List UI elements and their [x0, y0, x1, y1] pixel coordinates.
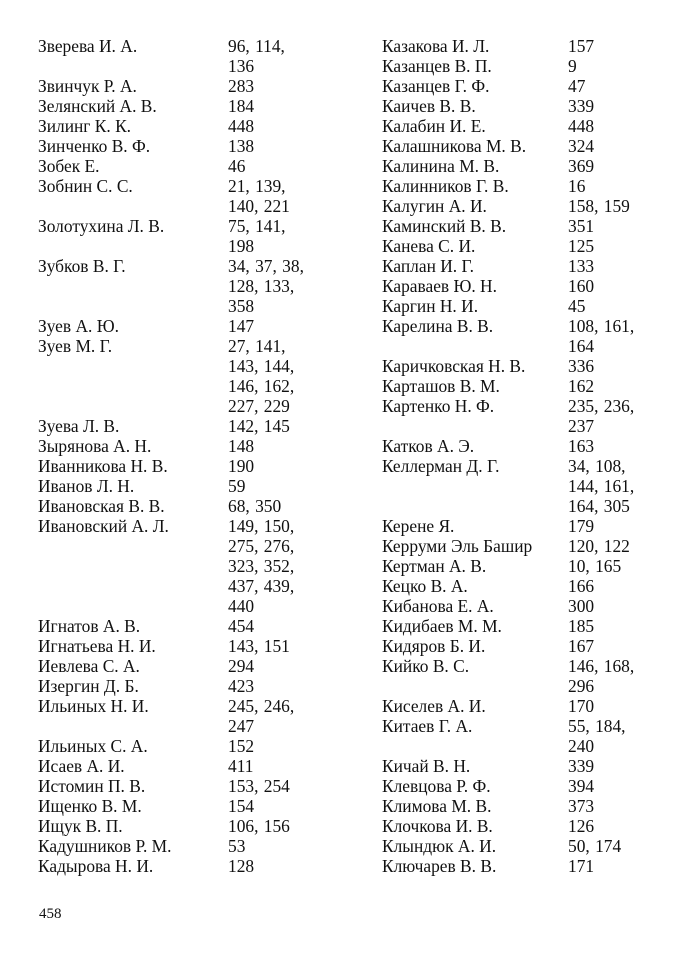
entry-pages: 148 — [228, 436, 255, 456]
entry-pages: 106, 156 — [228, 816, 290, 836]
index-entry — [38, 776, 310, 796]
index-entry — [382, 836, 650, 856]
entry-name: Караваев Ю. Н. — [382, 276, 497, 296]
entry-name: Кертман А. В. — [382, 556, 487, 576]
entry-pages: 166 — [568, 576, 595, 596]
index-entry — [382, 196, 650, 216]
entry-name: Золотухина Л. В. — [38, 216, 165, 236]
index-entry — [382, 716, 650, 756]
entry-name: Иевлева С. А. — [38, 656, 140, 676]
index-entry — [382, 696, 650, 716]
entry-name: Ключарев В. В. — [382, 856, 497, 876]
entry-pages: 294 — [228, 656, 255, 676]
index-entry — [38, 636, 310, 656]
entry-pages: 154 — [228, 796, 255, 816]
entry-pages: 146, 168, 296 — [568, 656, 635, 696]
index-entry — [38, 476, 310, 496]
index-entry — [382, 616, 650, 636]
entry-pages: 34, 108, 144, 161, 164, 305 — [568, 456, 635, 516]
index-entry — [38, 496, 310, 516]
entry-name: Калинников Г. В. — [382, 176, 509, 196]
index-entry — [382, 396, 650, 436]
entry-name: Зуев А. Ю. — [38, 316, 119, 336]
index-entry — [38, 316, 310, 336]
entry-pages: 162 — [568, 376, 595, 396]
entry-name: Зобнин С. С. — [38, 176, 133, 196]
entry-name: Калашникова М. В. — [382, 136, 527, 156]
entry-pages: 143, 151 — [228, 636, 290, 656]
entry-name: Каичев В. В. — [382, 96, 476, 116]
entry-name: Исаев А. И. — [38, 756, 125, 776]
entry-name: Зверева И. А. — [38, 36, 138, 56]
entry-pages: 163 — [568, 436, 595, 456]
index-entry — [38, 696, 310, 736]
index-entry — [38, 116, 310, 136]
index-entry — [382, 796, 650, 816]
entry-pages: 128 — [228, 856, 255, 876]
entry-name: Казанцев Г. Ф. — [382, 76, 490, 96]
entry-name: Клындюк А. И. — [382, 836, 497, 856]
entry-name: Калинина М. В. — [382, 156, 500, 176]
entry-name: Кийко В. С. — [382, 656, 470, 676]
entry-pages: 160 — [568, 276, 595, 296]
index-entry — [38, 36, 310, 76]
entry-name: Карташов В. М. — [382, 376, 500, 396]
index-entry — [382, 816, 650, 836]
entry-name: Ищенко В. М. — [38, 796, 142, 816]
entry-name: Казанцев В. П. — [382, 56, 492, 76]
entry-pages: 45 — [568, 296, 586, 316]
entry-name: Зубков В. Г. — [38, 256, 126, 276]
entry-pages: 9 — [568, 56, 577, 76]
index-entry — [38, 816, 310, 836]
index-entry — [382, 236, 650, 256]
entry-pages: 16 — [568, 176, 586, 196]
entry-pages: 149, 150, 275, 276, 323, 352, 437, 439, 440 — [228, 516, 295, 616]
entry-name: Климова М. В. — [382, 796, 492, 816]
entry-pages: 152 — [228, 736, 255, 756]
entry-pages: 147 — [228, 316, 255, 336]
entry-name: Китаев Г. А. — [382, 716, 473, 736]
index-entry — [38, 96, 310, 116]
index-entry — [382, 596, 650, 616]
entry-pages: 59 — [228, 476, 246, 496]
entry-name: Каминский В. В. — [382, 216, 507, 236]
entry-name: Ивановский А. Л. — [38, 516, 169, 536]
index-entry — [382, 536, 650, 556]
entry-name: Клевцова Р. Ф. — [382, 776, 491, 796]
entry-pages: 300 — [568, 596, 595, 616]
entry-pages: 454 — [228, 616, 255, 636]
entry-pages: 179 — [568, 516, 595, 536]
entry-pages: 448 — [228, 116, 255, 136]
index-entry — [38, 336, 310, 416]
entry-pages: 336 — [568, 356, 595, 376]
index-entry — [382, 316, 650, 356]
entry-name: Картенко Н. Ф. — [382, 396, 495, 416]
entry-pages: 171 — [568, 856, 595, 876]
entry-name: Зинченко В. Ф. — [38, 136, 151, 156]
entry-pages: 138 — [228, 136, 255, 156]
entry-name: Каричковская Н. В. — [382, 356, 526, 376]
entry-name: Кадырова Н. И. — [38, 856, 154, 876]
index-entry — [382, 216, 650, 236]
entry-pages: 108, 161, 164 — [568, 316, 635, 356]
entry-pages: 153, 254 — [228, 776, 290, 796]
index-entry — [38, 656, 310, 676]
entry-name: Катков А. Э. — [382, 436, 475, 456]
index-entry — [38, 756, 310, 776]
index-entry — [38, 796, 310, 816]
entry-pages: 411 — [228, 756, 254, 776]
entry-pages: 190 — [228, 456, 255, 476]
entry-pages: 235, 236, 237 — [568, 396, 635, 436]
index-entry — [382, 56, 650, 76]
index-entry — [38, 176, 310, 216]
entry-name: Зилинг К. К. — [38, 116, 132, 136]
entry-name: Истомин П. В. — [38, 776, 146, 796]
index-entry — [382, 376, 650, 396]
entry-pages: 50, 174 — [568, 836, 622, 856]
entry-name: Керене Я. — [382, 516, 455, 536]
index-entry — [38, 836, 310, 856]
index-entry — [38, 676, 310, 696]
entry-name: Зуев М. Г. — [38, 336, 113, 356]
entry-name: Иванов Л. Н. — [38, 476, 135, 496]
entry-name: Ильиных Н. И. — [38, 696, 149, 716]
entry-name: Кидибаев М. М. — [382, 616, 502, 636]
index-entry — [38, 516, 310, 616]
entry-pages: 34, 37, 38, 128, 133, 358 — [228, 256, 304, 316]
entry-pages: 75, 141, 198 — [228, 216, 286, 256]
entry-pages: 10, 165 — [568, 556, 622, 576]
entry-pages: 351 — [568, 216, 595, 236]
entry-name: Изергин Д. Б. — [38, 676, 139, 696]
index-entry — [38, 736, 310, 756]
entry-name: Казакова И. Л. — [382, 36, 490, 56]
index-entry — [382, 176, 650, 196]
index-entry — [382, 856, 650, 876]
entry-pages: 184 — [228, 96, 255, 116]
entry-name: Кибанова Е. А. — [382, 596, 494, 616]
entry-pages: 120, 122 — [568, 536, 630, 556]
index-entry — [382, 516, 650, 536]
index-entry — [382, 556, 650, 576]
entry-pages: 53 — [228, 836, 246, 856]
entry-pages: 283 — [228, 76, 255, 96]
entry-pages: 133 — [568, 256, 595, 276]
index-entry — [382, 156, 650, 176]
entry-pages: 47 — [568, 76, 586, 96]
index-entry — [382, 436, 650, 456]
entry-pages: 324 — [568, 136, 595, 156]
entry-name: Звинчук Р. А. — [38, 76, 137, 96]
index-entry — [382, 296, 650, 316]
index-entry — [38, 156, 310, 176]
entry-pages: 68, 350 — [228, 496, 282, 516]
entry-name: Карелина В. В. — [382, 316, 494, 336]
index-entry — [38, 456, 310, 476]
entry-pages: 157 — [568, 36, 595, 56]
index-entry — [382, 576, 650, 596]
entry-pages: 21, 139, 140, 221 — [228, 176, 290, 216]
index-entry — [38, 616, 310, 636]
index-column-right — [382, 36, 650, 876]
index-entry — [382, 96, 650, 116]
entry-name: Кидяров Б. И. — [382, 636, 486, 656]
entry-name: Келлерман Д. Г. — [382, 456, 500, 476]
index-entry — [382, 116, 650, 136]
entry-name: Иванникова Н. В. — [38, 456, 168, 476]
entry-name: Клочкова И. В. — [382, 816, 493, 836]
entry-pages: 125 — [568, 236, 595, 256]
index-entry — [38, 216, 310, 256]
entry-name: Калугин А. И. — [382, 196, 487, 216]
entry-pages: 170 — [568, 696, 595, 716]
entry-pages: 185 — [568, 616, 595, 636]
entry-name: Каплан И. Г. — [382, 256, 474, 276]
entry-name: Киселев А. И. — [382, 696, 486, 716]
index-column-left — [38, 36, 310, 876]
entry-name: Керруми Эль Башир — [382, 536, 533, 556]
entry-name: Ивановская В. В. — [38, 496, 165, 516]
index-entry — [382, 636, 650, 656]
entry-pages: 423 — [228, 676, 255, 696]
entry-pages: 27, 141, 143, 144, 146, 162, 227, 229 — [228, 336, 295, 416]
entry-name: Ищук В. П. — [38, 816, 123, 836]
index-entry — [38, 136, 310, 156]
index-entry — [382, 136, 650, 156]
index-entry — [382, 256, 650, 276]
entry-pages: 167 — [568, 636, 595, 656]
entry-name: Кичай В. Н. — [382, 756, 471, 776]
entry-pages: 394 — [568, 776, 595, 796]
entry-name: Ильиных С. А. — [38, 736, 148, 756]
index-entry — [382, 356, 650, 376]
index-entry — [382, 656, 650, 696]
entry-pages: 339 — [568, 96, 595, 116]
entry-name: Каргин Н. И. — [382, 296, 479, 316]
entry-pages: 96, 114, 136 — [228, 36, 285, 76]
entry-pages: 142, 145 — [228, 416, 290, 436]
index-entry — [382, 276, 650, 296]
entry-pages: 126 — [568, 816, 595, 836]
index-entry — [382, 76, 650, 96]
index-entry — [382, 756, 650, 776]
index-entry — [38, 856, 310, 876]
entry-name: Зобек Е. — [38, 156, 100, 176]
page-number: 458 — [39, 906, 62, 922]
index-entry — [382, 776, 650, 796]
index-entry — [38, 416, 310, 436]
index-entry — [382, 456, 650, 516]
index-entry — [382, 36, 650, 56]
entry-name: Канева С. И. — [382, 236, 476, 256]
index-entry — [38, 256, 310, 316]
entry-pages: 55, 184, 240 — [568, 716, 626, 756]
index-entry — [38, 76, 310, 96]
entry-name: Зырянова А. Н. — [38, 436, 152, 456]
entry-name: Зелянский А. В. — [38, 96, 157, 116]
entry-name: Калабин И. Е. — [382, 116, 486, 136]
entry-pages: 448 — [568, 116, 595, 136]
entry-name: Зуева Л. В. — [38, 416, 120, 436]
entry-pages: 158, 159 — [568, 196, 630, 216]
entry-pages: 373 — [568, 796, 595, 816]
entry-name: Игнатьева Н. И. — [38, 636, 156, 656]
entry-pages: 339 — [568, 756, 595, 776]
entry-name: Кадушников Р. М. — [38, 836, 172, 856]
entry-name: Игнатов А. В. — [38, 616, 141, 636]
entry-pages: 46 — [228, 156, 246, 176]
entry-pages: 369 — [568, 156, 595, 176]
entry-name: Кецко В. А. — [382, 576, 468, 596]
index-entry — [38, 436, 310, 456]
entry-pages: 245, 246, 247 — [228, 696, 295, 736]
